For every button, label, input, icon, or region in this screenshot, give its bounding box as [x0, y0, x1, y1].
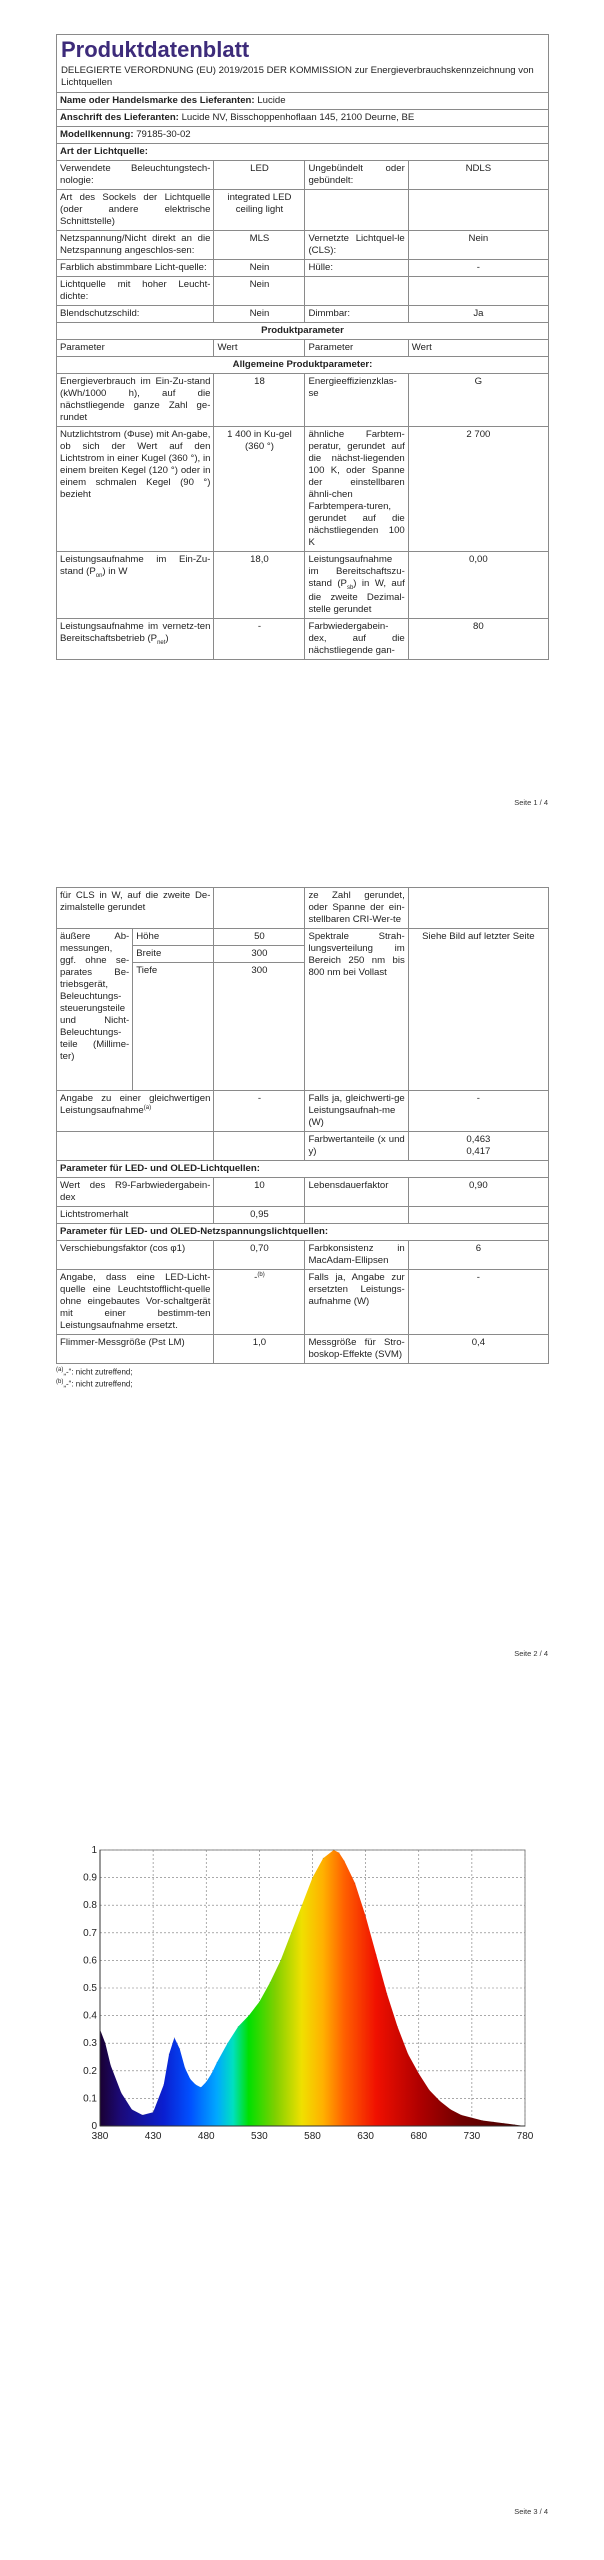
- data-point: [174, 2037, 175, 2038]
- spectral-distribution-chart: [85, 1845, 535, 2145]
- x-tick-label: 580: [304, 2131, 321, 2142]
- y-tick-label: 0.9: [83, 1872, 97, 1884]
- column-header-row: Parameter Wert Parameter Wert: [57, 340, 549, 357]
- y-tick-label: 0.8: [83, 1900, 97, 1912]
- x-tick-label: 380: [91, 2131, 109, 2142]
- data-point: [354, 1883, 355, 1884]
- data-point: [110, 2065, 111, 2066]
- table-row: Lichtquelle mit hoher Leucht-dichte: Nein: [57, 277, 549, 306]
- page-title: Produktdatenblatt: [61, 37, 250, 62]
- data-point: [142, 2114, 143, 2115]
- table-row: Tiefe 300: [57, 962, 549, 1090]
- data-point: [333, 1849, 334, 1850]
- page-number-3: Seite 3 / 4: [514, 2507, 548, 2516]
- data-point: [301, 1905, 302, 1906]
- x-tick-label: 630: [357, 2131, 374, 2142]
- table-row: Wert des R9-Farbwiedergabein-dex 10 Lebensdauerfaktor 0,90: [57, 1177, 549, 1206]
- data-point: [418, 2073, 419, 2074]
- data-point: [248, 2015, 249, 2016]
- section-product-parameters: Produktparameter: [57, 323, 549, 340]
- data-point: [397, 2026, 398, 2027]
- x-tick-label: 730: [463, 2131, 481, 2142]
- data-point: [184, 2067, 185, 2068]
- y-tick-label: 0.7: [83, 1927, 97, 1939]
- supplier-address: Lucide NV, Bisschoppenhoflaan 145, 2100 Deurne, BE: [181, 112, 415, 124]
- product-table-1: [56, 92, 549, 660]
- supplier-name: Lucide: [257, 95, 286, 107]
- y-tick-label: 0: [91, 2121, 97, 2132]
- table-row: Angabe zu einer gleichwertigen Leistungsaufnahme$^{(a)}$ - Falls ja, gleichwerti-ge Leistungsaufnah-me (W) -: [57, 1090, 549, 1131]
- header-box: [56, 34, 549, 92]
- data-point: [312, 1877, 313, 1878]
- product-table-2: [56, 887, 549, 1364]
- page-number-2: Seite 2 / 4: [514, 1649, 548, 1658]
- data-point: [323, 1858, 324, 1859]
- data-point: [211, 2073, 212, 2074]
- model-row: Modellkennung: 79185-30-02: [57, 127, 549, 144]
- table-row: Breite 300: [57, 945, 549, 962]
- data-point: [338, 1852, 339, 1853]
- x-tick-label: 780: [516, 2131, 534, 2142]
- data-point: [439, 2101, 440, 2102]
- data-point: [206, 2081, 207, 2082]
- data-point: [503, 2123, 504, 2124]
- data-point: [291, 1932, 292, 1933]
- table-row: Leistungsaufnahme im Ein-Zu-stand $(P_{on})$ in W 18,0 Leistungsaufnahme im Bereitschaftszu-stand $(P_{sb})$ in W, auf die zweite Dezimal-stelle gerundet 0,00: [57, 551, 549, 618]
- y-tick-label: 0.6: [83, 1955, 97, 1967]
- data-point: [153, 2112, 154, 2113]
- footnotes: [56, 1366, 549, 1391]
- data-point: [482, 2120, 483, 2121]
- data-point: [471, 2117, 472, 2118]
- data-point: [269, 1982, 270, 1983]
- footnote-b: $^{(b)}$„-“: nicht zutreffend;: [56, 1379, 133, 1389]
- table-row: Blendschutzschild: Nein Dimmbar: Ja: [57, 306, 549, 323]
- table-row: äußere Ab-messungen, ggf. ohne se-parates Be-triebsgerät, Beleuchtungs-steuerungsteile und Nicht-Beleuchtungs-teile (Millime-ter) Höhe 50 Spektrale Strah-lungsverteilung im Bereich 250 nm bis 800 nm bei Vollast Siehe Bild auf letzter Seite: [57, 928, 549, 945]
- footnote-a: $^{(a)}$„-“: nicht zutreffend;: [56, 1366, 133, 1377]
- data-point: [376, 1954, 377, 1955]
- table-row: Netzspannung/Nicht direkt an die Netzspannung angeschlos-sen: MLS Vernetzte Lichtquel-le (CLS): Nein: [57, 231, 549, 260]
- page-1: [56, 34, 549, 660]
- data-point: [131, 2109, 132, 2110]
- data-point: [179, 2048, 180, 2049]
- page-subtitle: DELEGIERTE VERORDNUNG (EU) 2019/2015 DER KOMMISSION zur Energieverbrauchskennzeichnung von Lichtquellen: [61, 65, 534, 89]
- data-point: [408, 2054, 409, 2055]
- data-point: [344, 1860, 345, 1861]
- data-point: [190, 2078, 191, 2079]
- data-point: [227, 2043, 228, 2044]
- y-tick-label: 1: [91, 1845, 97, 1856]
- x-tick-label: 480: [197, 2131, 215, 2142]
- model-id: 79185-30-02: [136, 129, 191, 141]
- table-row: Farbwertanteile (x und y) 0,463 0,417: [57, 1131, 549, 1160]
- table-row: Leistungsaufnahme im vernetz-ten Bereitschaftsbetrieb $(P_{net})$ - Farbwiedergabein-dex, auf die nächstliegende gan- 80: [57, 619, 549, 660]
- data-point: [280, 1960, 281, 1961]
- table-row: Flimmer-Messgröße (Pst LM) 1,0 Messgröße für Stro-boskop-Effekte (SVM) 0,4: [57, 1334, 549, 1363]
- y-tick-label: 0.3: [83, 2038, 97, 2050]
- data-point: [514, 2124, 515, 2125]
- section-led-parameters: Parameter für LED- und OLED-Lichtquellen:: [57, 1160, 549, 1177]
- table-row: Nutzlichtstrom (Φuse) mit An-gabe, ob sich der Wert auf den Lichtstrom in einer Kugel (360 °), in einem breiten Kegel (120 °) oder in einem schmalen Kegel (90 °) bezieht 1 400 in Ku-gel (360 °) ähnliche Farbtem-peratur, gerundet auf die nächst-liegenden 100 K, oder Spanne der einstellbaren ähnli-chen Farbtempera-turen, gerundet auf die nächstliegenden 100 K 2 700: [57, 427, 549, 552]
- table-row: Lichtstromerhalt 0,95: [57, 1206, 549, 1223]
- table-row: Verschiebungsfaktor (cos φ1) 0,70 Farbkonsistenz in MacAdam-Ellipsen 6: [57, 1240, 549, 1269]
- data-point: [365, 1916, 366, 1917]
- y-tick-label: 0.4: [83, 2010, 97, 2022]
- supplier-name-row: Name oder Handelsmarke des Lieferanten: Lucide: [57, 93, 549, 110]
- table-row: für CLS in W, auf die zweite De-zimalstelle gerundet ze Zahl gerundet, oder Spanne der ein-stellbaren CRI-Wer-te: [57, 888, 549, 929]
- x-tick-label: 530: [251, 2131, 268, 2142]
- table-row: Farblich abstimmbare Licht-quelle: Nein Hülle: -: [57, 260, 549, 277]
- light-source-type-heading: Art der Lichtquelle:: [57, 144, 549, 161]
- table-row: Art des Sockels der Lichtquelle (oder andere elektrische Schnittstelle) integrated LED ceiling light: [57, 190, 549, 231]
- data-point: [493, 2121, 494, 2122]
- data-point: [105, 2043, 106, 2044]
- section-mains-led-parameters: Parameter für LED- und OLED-Netzspannungslichtquellen:: [57, 1223, 549, 1240]
- data-point: [259, 2001, 260, 2002]
- data-point: [216, 2062, 217, 2063]
- y-tick-label: 0.5: [83, 1983, 97, 1994]
- table-row: Verwendete Beleuchtungstech-nologie: LED Ungebündelt oder gebündelt: NDLS: [57, 161, 549, 190]
- data-point: [163, 2084, 164, 2085]
- data-point: [168, 2054, 169, 2055]
- data-point: [461, 2114, 462, 2115]
- data-point: [121, 2092, 122, 2093]
- table-row: Energieverbrauch im Ein-Zu-stand (kWh/1000 h), auf die nächstliegende ganze Zahl ge-rundet 18 Energieeffizienzklas-se G: [57, 374, 549, 427]
- y-tick-label: 0.1: [83, 2093, 97, 2105]
- y-tick-label: 0.2: [83, 2065, 97, 2077]
- section-general-parameters: Allgemeine Produktparameter:: [57, 357, 549, 374]
- data-point: [195, 2084, 196, 2085]
- page-2: [56, 887, 549, 1391]
- x-tick-label: 430: [144, 2131, 162, 2142]
- data-point: [429, 2090, 430, 2091]
- data-point: [386, 1993, 387, 1994]
- supplier-address-row: Anschrift des Lieferanten: Lucide NV, Bisschoppenhoflaan 145, 2100 Deurne, BE: [57, 110, 549, 127]
- x-tick-label: 680: [410, 2131, 428, 2142]
- data-point: [238, 2026, 239, 2027]
- page-number-1: Seite 1 / 4: [514, 798, 548, 807]
- data-point: [200, 2087, 201, 2088]
- table-row: Angabe, dass eine LED-Licht-quelle eine Leuchtstofflicht-quelle ohne eingebautes Vor-schaltgerät mit einer bestimm-ten Leistungsaufnahme ersetzt. -$^{(b)}$ Falls ja, Angabe zur ersetzten Leistungs-aufnahme (W) -: [57, 1269, 549, 1334]
- data-point: [450, 2109, 451, 2110]
